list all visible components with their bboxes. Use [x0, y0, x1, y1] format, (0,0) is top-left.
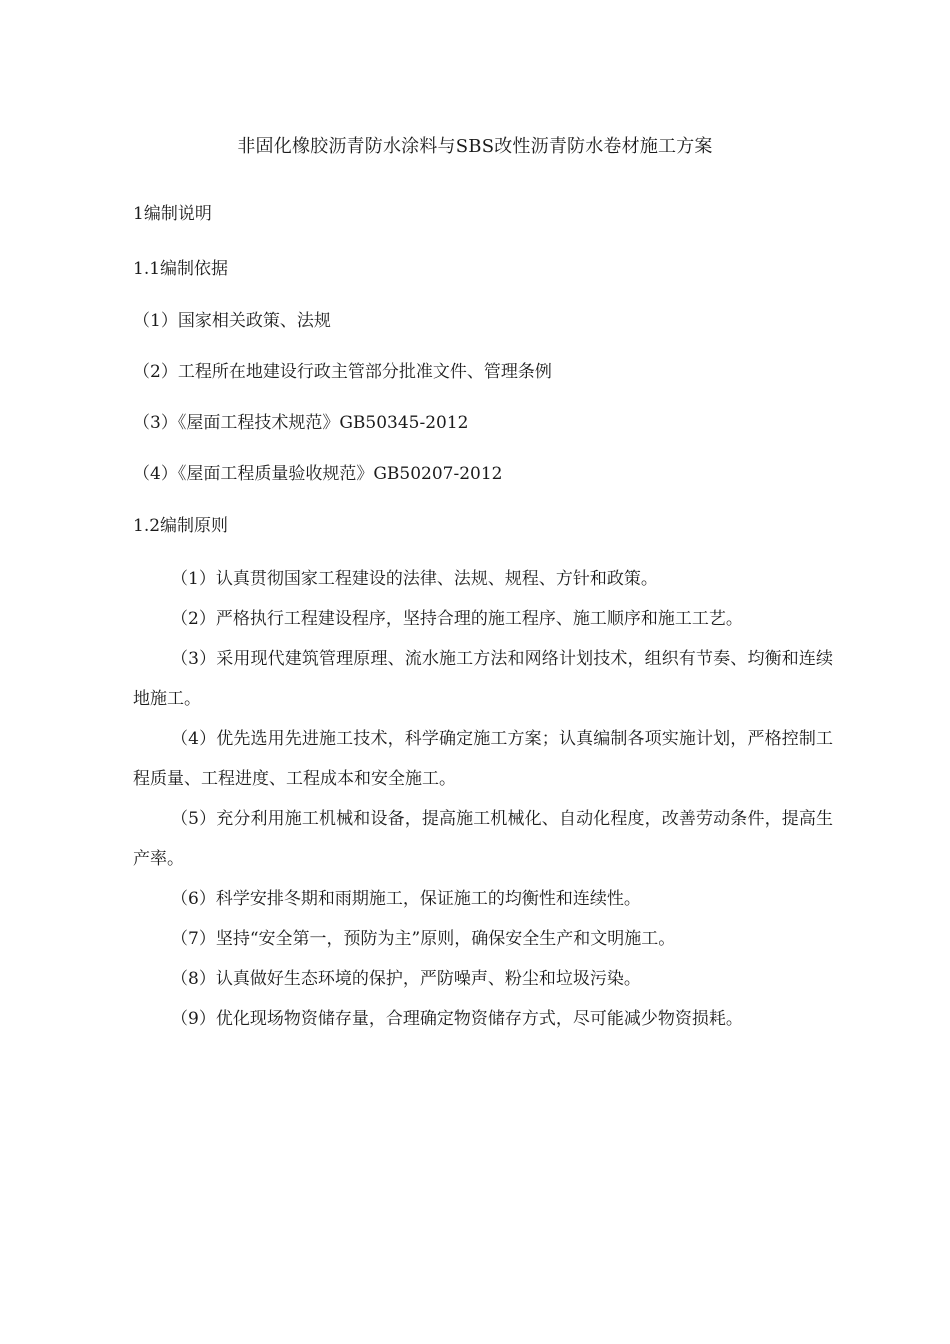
basis-item-2: （2）工程所在地建设行政主管部分批准文件、管理条例	[133, 362, 552, 382]
document-title: 非固化橡胶沥青防水涂料与SBS改性沥青防水卷材施工方案	[237, 136, 713, 157]
principle-item-8: （8）认真做好生态环境的保护，严防噪声、粉尘和垃圾污染。	[171, 969, 641, 989]
principle-item-6: （6）科学安排冬期和雨期施工，保证施工的均衡性和连续性。	[171, 889, 641, 909]
principle-item-7: （7）坚持“安全第一，预防为主”原则，确保安全生产和文明施工。	[171, 929, 676, 949]
basis-item-1: （1）国家相关政策、法规	[133, 311, 331, 331]
section-heading-1-2: 1.2编制原则	[133, 516, 229, 536]
section-heading-1: 1编制说明	[133, 204, 212, 224]
principle-item-1: （1）认真贯彻国家工程建设的法律、法规、规程、方针和政策。	[171, 569, 658, 589]
principle-item-9: （9）优化现场物资储存量，合理确定物资储存方式，尽可能减少物资损耗。	[171, 1009, 743, 1029]
section-heading-1-1: 1.1编制依据	[133, 259, 229, 279]
principle-item-5: （5）充分利用施工机械和设备，提高施工机械化、自动化程度，改善劳动条件，提高生产率。	[133, 809, 833, 869]
basis-item-4: （4）《屋面工程质量验收规范》GB50207-2012	[133, 464, 503, 484]
principle-item-4: （4）优先选用先进施工技术，科学确定施工方案；认真编制各项实施计划，严格控制工程质量、工程进度、工程成本和安全施工。	[133, 729, 833, 789]
basis-item-3: （3）《屋面工程技术规范》GB50345-2012	[133, 413, 469, 433]
principle-item-3: （3）采用现代建筑管理原理、流水施工方法和网络计划技术，组织有节奏、均衡和连续地施工。	[133, 649, 833, 709]
principle-item-2: （2）严格执行工程建设程序，坚持合理的施工程序、施工顺序和施工工艺。	[171, 609, 743, 629]
